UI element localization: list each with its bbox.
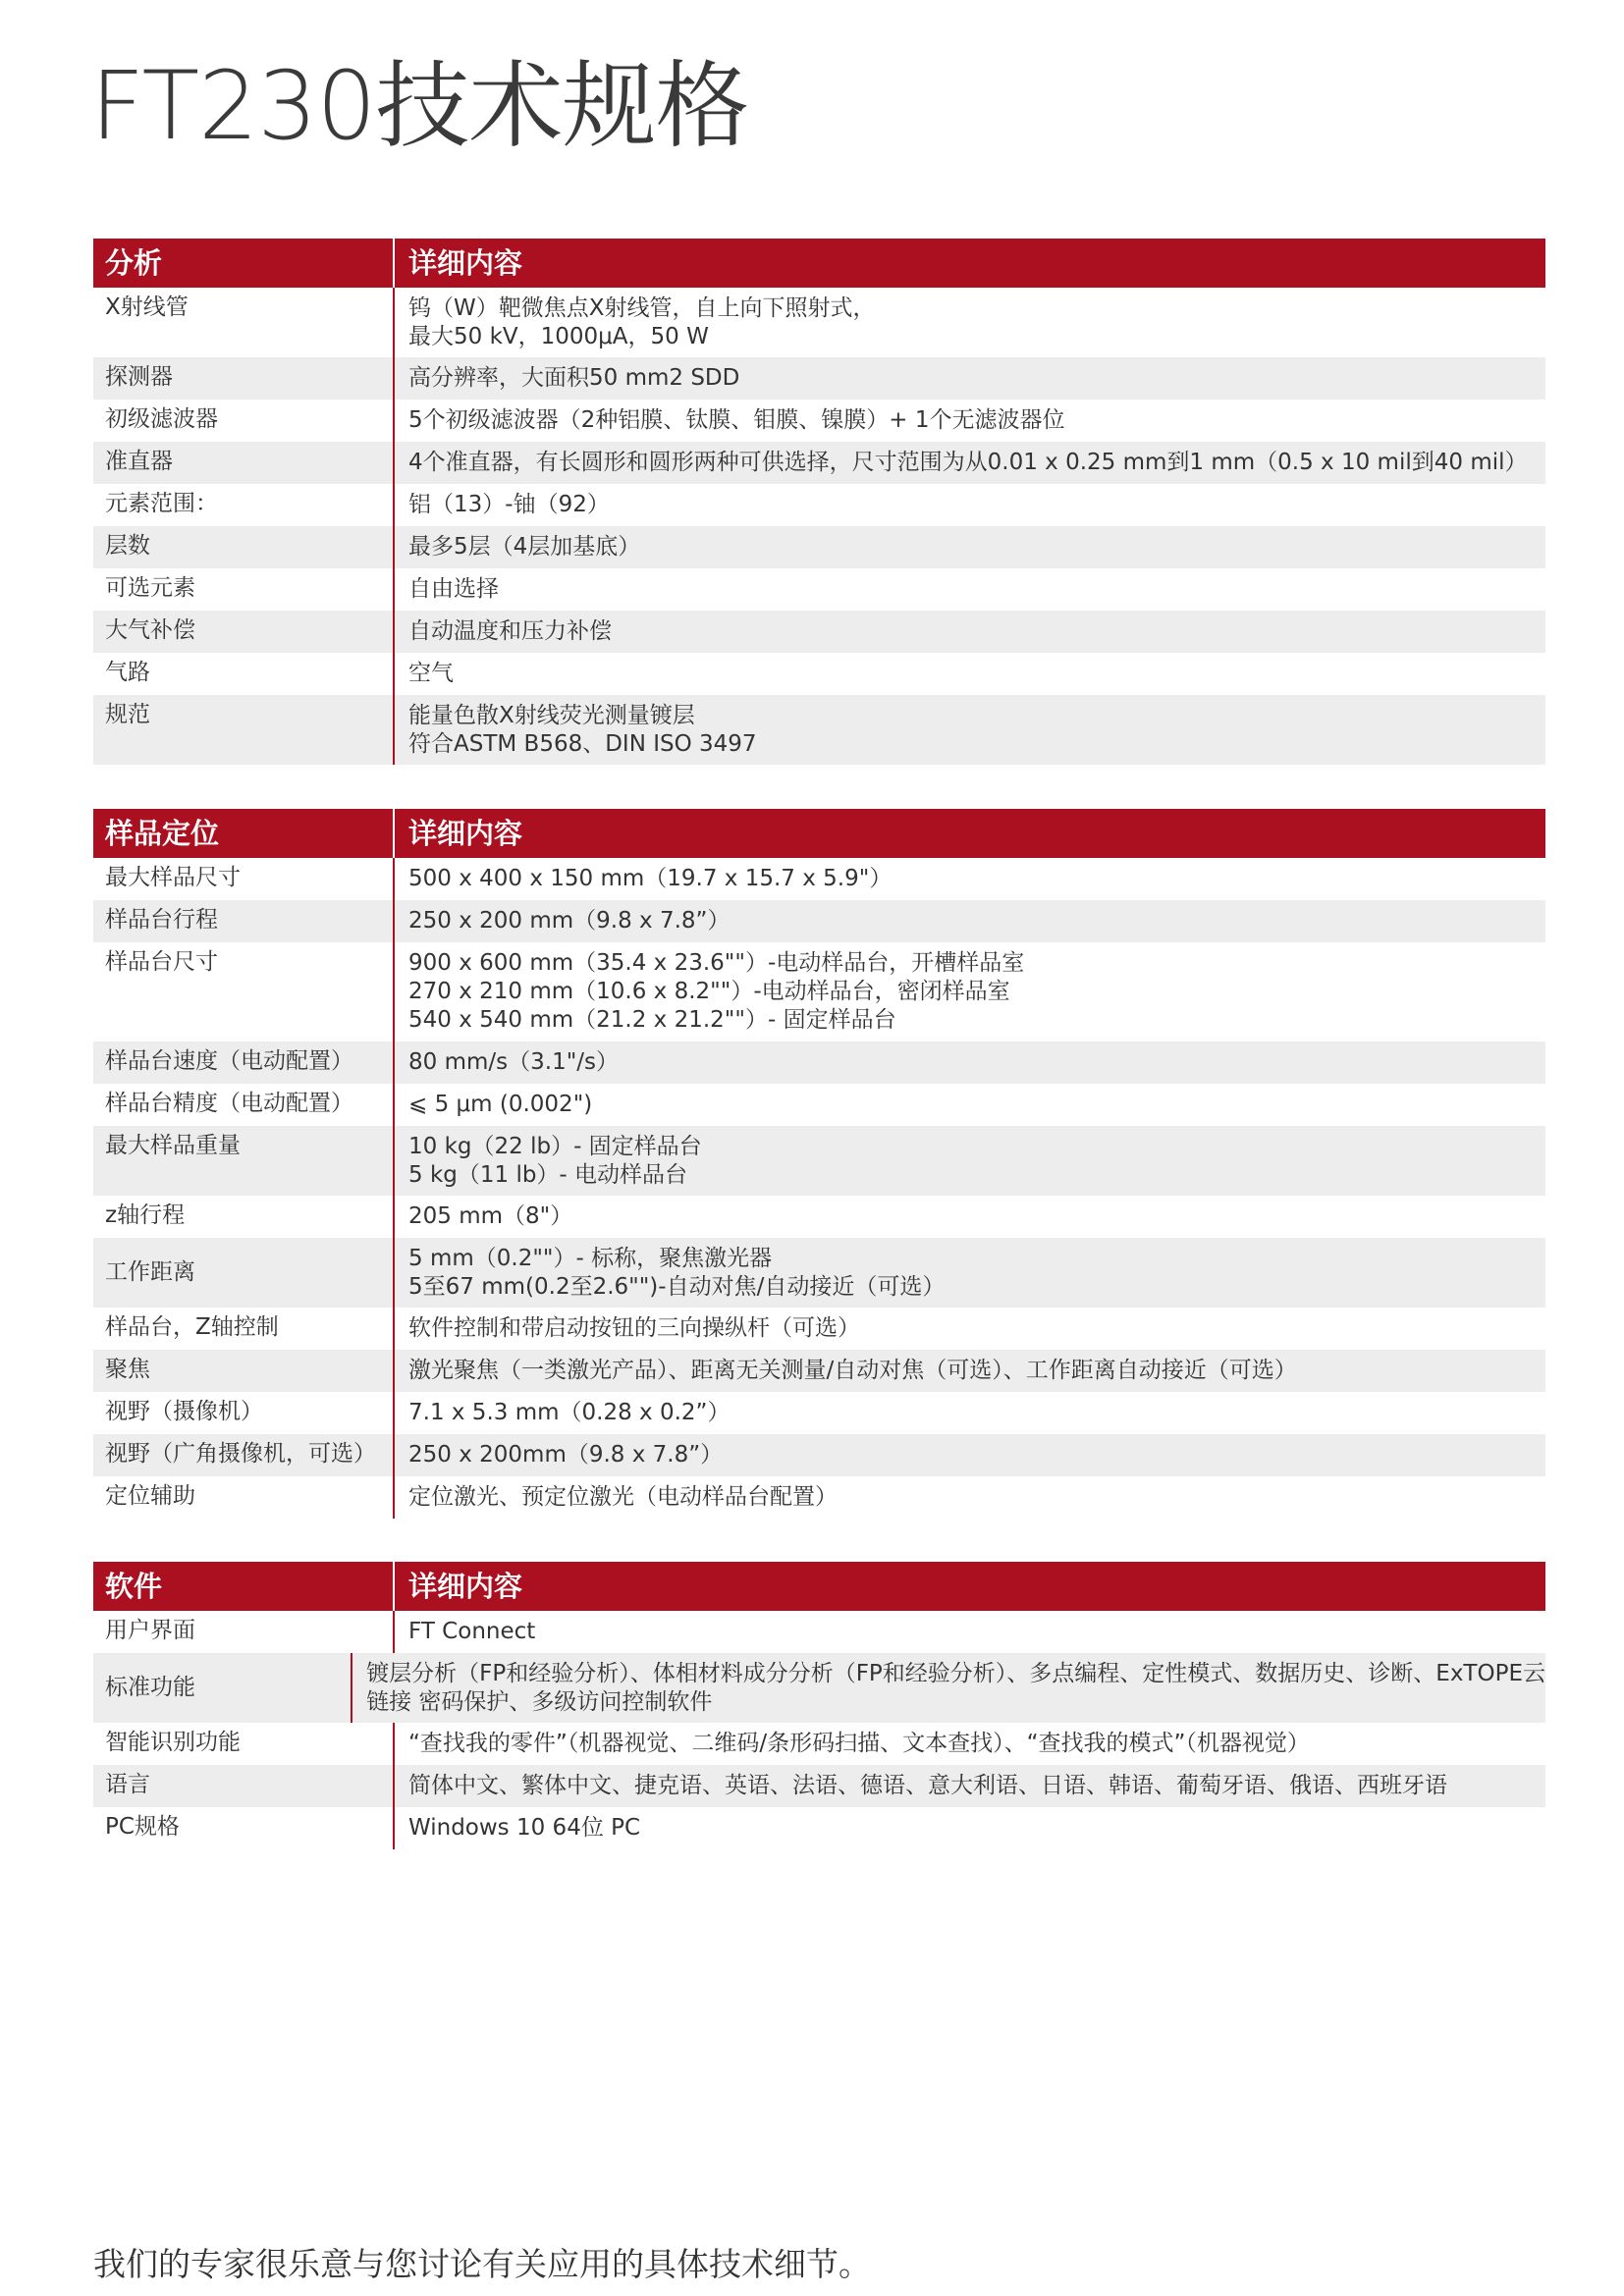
table-row: [93, 1723, 1545, 1765]
row-label: 视野（广角摄像机，可选）: [105, 1441, 376, 1467]
row-value-line: 270 x 210 mm（10.6 x 8.2""）-电动样品台，密闭样品室: [408, 979, 1010, 1004]
table-row: [93, 526, 1545, 568]
row-label-cell: [93, 1084, 395, 1126]
row-value-line: 4个准直器，有长圆形和圆形两种可供选择，尺寸范围为从0.01 x 0.25 mm到1 mm（0.5 x 10 mil到40 mil）: [408, 450, 1528, 475]
row-label-cell: [93, 942, 395, 1041]
table-row: [93, 357, 1545, 400]
row-label: z轴行程: [105, 1202, 186, 1228]
software-spec-table: [93, 1562, 1545, 1849]
table-body: [93, 288, 1545, 765]
table-row: [93, 288, 1545, 357]
row-label: 定位辅助: [105, 1483, 195, 1509]
table-header-category: 软件: [93, 1562, 395, 1611]
table-header: [93, 1562, 1545, 1611]
table-row: [93, 1041, 1545, 1084]
row-label: 可选元素: [105, 575, 195, 601]
row-label: 层数: [105, 533, 150, 559]
row-label-cell: [93, 1611, 395, 1653]
row-label-cell: [93, 568, 395, 611]
row-value-cell: [395, 1611, 1545, 1653]
row-value-line: 定位激光、预定位激光（电动样品台配置）: [408, 1484, 838, 1510]
table-header: [93, 809, 1545, 858]
table-body: [93, 858, 1545, 1519]
table-row: [93, 568, 1545, 611]
row-value-cell: [395, 1041, 1545, 1084]
row-label: 样品台，Z轴控制: [105, 1314, 279, 1340]
row-label-cell: [93, 442, 395, 484]
row-label-cell: [93, 1653, 352, 1723]
row-value-cell: [395, 1723, 1545, 1765]
row-label-cell: [93, 1392, 395, 1434]
row-value-line: FT Connect: [408, 1619, 536, 1644]
row-value-cell: [395, 1238, 1545, 1308]
row-label: 样品台行程: [105, 907, 218, 933]
row-value-line: 5 kg（11 lb）- 电动样品台: [408, 1161, 688, 1188]
table-header-details: 详细内容: [408, 246, 523, 280]
row-label-cell: [93, 1765, 395, 1807]
row-value-cell: [395, 1807, 1545, 1849]
table-row: [93, 1765, 1545, 1807]
row-value-cell: [395, 858, 1545, 900]
table-row: [93, 1126, 1545, 1196]
row-label: 样品台精度（电动配置）: [105, 1091, 353, 1116]
table-row: [93, 1807, 1545, 1849]
page-title: FT230技术规格: [90, 51, 749, 161]
row-value-line: 500 x 400 x 150 mm（19.7 x 15.7 x 5.9"）: [408, 866, 893, 891]
table-row: [93, 1350, 1545, 1392]
row-value-line: Windows 10 64位 PC: [408, 1815, 641, 1841]
row-label-cell: [93, 400, 395, 442]
analysis-spec-table: [93, 239, 1545, 765]
row-value-line: 250 x 200mm（9.8 x 7.8”）: [408, 1442, 724, 1468]
row-label: 工作距离: [105, 1259, 195, 1285]
row-value-cell: [395, 1126, 1545, 1196]
row-value-line: 5个初级滤波器（2种铝膜、钛膜、钼膜、镍膜）+ 1个无滤波器位: [408, 407, 1065, 433]
row-value-cell: [395, 400, 1545, 442]
sample-positioning-spec-table: [93, 809, 1545, 1519]
table-body: [93, 1611, 1545, 1849]
row-label: 气路: [105, 660, 150, 685]
row-value-cell: [395, 1765, 1545, 1807]
row-value-line: 5 mm（0.2""）- 标称，聚焦激光器: [408, 1245, 773, 1271]
row-label: 元素范围：: [105, 491, 218, 516]
table-row: [93, 1611, 1545, 1653]
row-label-cell: [93, 1196, 395, 1238]
table-row: [93, 1084, 1545, 1126]
row-value-cell: [395, 1196, 1545, 1238]
row-value-cell: [395, 695, 1545, 765]
table-row: [93, 1196, 1545, 1238]
row-value-line: 最多5层（4层加基底）: [408, 534, 641, 560]
row-label-cell: [93, 611, 395, 653]
row-label-cell: [93, 526, 395, 568]
table-row: [93, 484, 1545, 526]
row-label-cell: [93, 1723, 395, 1765]
row-value-line: 镀层分析（FP和经验分析）、体相材料成分分析（FP和经验分析）、多点编程、定性模式、数据历史、诊断、ExTOPE云: [366, 1660, 1545, 1686]
row-value-cell: [395, 900, 1545, 942]
row-value-cell: [395, 942, 1545, 1041]
row-label-cell: [93, 858, 395, 900]
footer-note: 我们的专家很乐意与您讨论有关应用的具体技术细节。: [93, 2245, 871, 2283]
row-label-cell: [93, 1041, 395, 1084]
row-label-cell: [93, 1476, 395, 1519]
row-value-line: 7.1 x 5.3 mm（0.28 x 0.2”）: [408, 1400, 731, 1425]
row-value-line: 10 kg（22 lb）- 固定样品台: [408, 1133, 702, 1159]
row-label: 智能识别功能: [105, 1730, 241, 1755]
row-value-cell: [395, 526, 1545, 568]
row-value-cell: [395, 1350, 1545, 1392]
table-row: [93, 1392, 1545, 1434]
table-row: [93, 611, 1545, 653]
row-value-line: 软件控制和带启动按钮的三向操纵杆（可选）: [408, 1315, 860, 1341]
row-value-line: 符合ASTM B568、DIN ISO 3497: [408, 730, 757, 757]
row-value-line: 能量色散X射线荧光测量镀层: [408, 702, 695, 728]
row-value-line: 链接 密码保护、多级访问控制软件: [366, 1688, 713, 1715]
table-row: [93, 858, 1545, 900]
row-label: 样品台速度（电动配置）: [105, 1048, 353, 1074]
row-label-cell: [93, 484, 395, 526]
row-label: X射线管: [105, 294, 189, 320]
table-row: [93, 1238, 1545, 1308]
row-label: 规范: [105, 702, 150, 727]
row-label-cell: [93, 357, 395, 400]
row-value-line: 80 mm/s（3.1"/s）: [408, 1049, 620, 1075]
row-label: 标准功能: [105, 1675, 195, 1700]
row-value-cell: [352, 1653, 1545, 1723]
row-value-line: 5至67 mm(0.2至2.6"")-自动对焦/自动接近（可选）: [408, 1273, 946, 1300]
table-row: [93, 400, 1545, 442]
table-row: [93, 1653, 1545, 1723]
row-value-cell: [395, 442, 1545, 484]
row-label-cell: [93, 1350, 395, 1392]
row-value-line: 205 mm（8"）: [408, 1203, 573, 1229]
row-value-line: 250 x 200 mm（9.8 x 7.8”）: [408, 908, 731, 934]
row-label: 初级滤波器: [105, 406, 218, 432]
table-row: [93, 1434, 1545, 1476]
row-value-line: 最大50 kV，1000μA，50 W: [408, 323, 709, 349]
row-label-cell: [93, 1807, 395, 1849]
row-value-line: 自由选择: [408, 576, 499, 602]
row-value-line: 铝（13）-铀（92）: [408, 492, 610, 517]
table-row: [93, 653, 1545, 695]
table-header-category: 分析: [93, 239, 395, 288]
row-value-line: ⩽ 5 μm (0.002"): [408, 1092, 593, 1117]
table-row: [93, 1476, 1545, 1519]
table-row: [93, 900, 1545, 942]
row-label: 最大样品重量: [105, 1133, 241, 1158]
row-value-line: 激光聚焦（一类激光产品）、距离无关测量/自动对焦（可选）、工作距离自动接近（可选）: [408, 1358, 1297, 1383]
row-value-line: 900 x 600 mm（35.4 x 23.6""）-电动样品台，开槽样品室: [408, 950, 1025, 976]
row-value-line: 简体中文、繁体中文、捷克语、英语、法语、德语、意大利语、日语、韩语、葡萄牙语、俄语、西班牙语: [408, 1773, 1447, 1798]
row-label-cell: [93, 1126, 395, 1196]
row-value-cell: [395, 568, 1545, 611]
row-label: 准直器: [105, 449, 173, 474]
row-label-cell: [93, 1308, 395, 1350]
row-label: 探测器: [105, 364, 173, 390]
row-label-cell: [93, 900, 395, 942]
row-label-cell: [93, 288, 395, 357]
table-header: [93, 239, 1545, 288]
table-header-category: 样品定位: [93, 809, 395, 858]
row-label: 聚焦: [105, 1357, 150, 1382]
row-value-cell: [395, 611, 1545, 653]
row-value-cell: [395, 484, 1545, 526]
row-label-cell: [93, 653, 395, 695]
row-value-line: 自动温度和压力补偿: [408, 618, 612, 644]
row-value-cell: [395, 653, 1545, 695]
table-row: [93, 942, 1545, 1041]
table-row: [93, 695, 1545, 765]
row-value-cell: [395, 1084, 1545, 1126]
row-label-cell: [93, 1434, 395, 1476]
row-value-line: 高分辨率，大面积50 mm2 SDD: [408, 365, 740, 391]
row-label: 大气补偿: [105, 617, 195, 643]
row-value-cell: [395, 288, 1545, 357]
row-value-cell: [395, 1434, 1545, 1476]
row-value-line: “查找我的零件”（机器视觉、二维码/条形码扫描、文本查找）、“查找我的模式”（机器视觉）: [408, 1731, 1310, 1756]
table-header-details: 详细内容: [408, 817, 523, 850]
row-label: 视野（摄像机）: [105, 1399, 263, 1424]
row-label: 语言: [105, 1772, 150, 1797]
row-value-cell: [395, 357, 1545, 400]
row-value-line: 钨（W）靶微焦点X射线管，自上向下照射式，: [408, 294, 876, 321]
row-value-cell: [395, 1392, 1545, 1434]
row-label-cell: [93, 695, 395, 765]
row-label: 样品台尺寸: [105, 949, 218, 975]
row-label: PC规格: [105, 1814, 180, 1840]
row-value-cell: [395, 1308, 1545, 1350]
row-label-cell: [93, 1238, 395, 1308]
row-value-line: 空气: [408, 661, 454, 686]
table-row: [93, 1308, 1545, 1350]
row-value-cell: [395, 1476, 1545, 1519]
table-header-details: 详细内容: [408, 1570, 523, 1603]
table-row: [93, 442, 1545, 484]
row-value-line: 540 x 540 mm（21.2 x 21.2""）- 固定样品台: [408, 1007, 896, 1033]
row-label: 最大样品尺寸: [105, 865, 241, 890]
row-label: 用户界面: [105, 1618, 195, 1643]
